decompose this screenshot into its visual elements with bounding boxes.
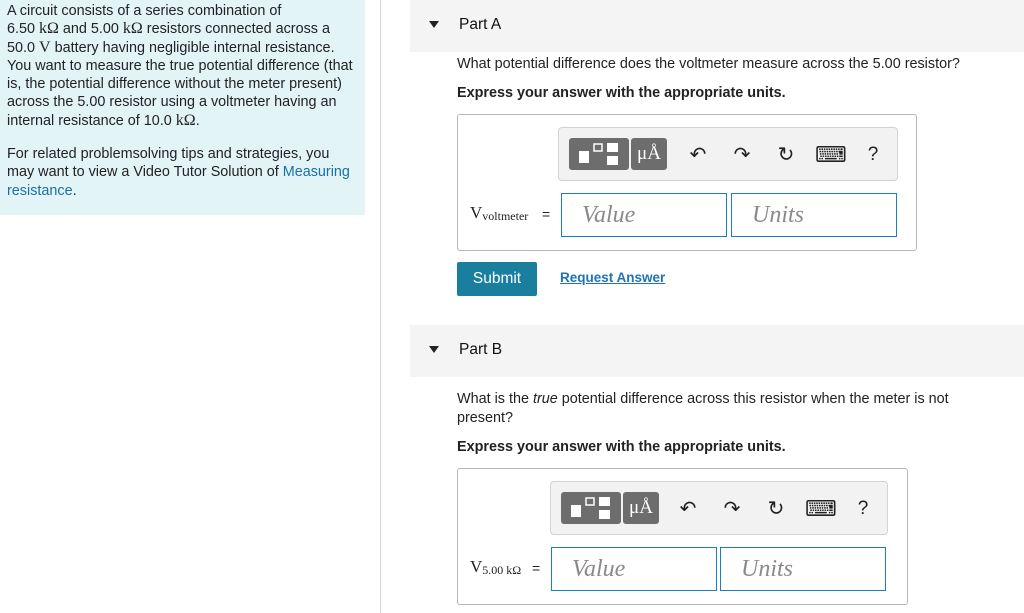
part-b-title: Part B [459,341,503,358]
part-a-units-input[interactable] [731,193,897,237]
undo-icon[interactable]: ↶ [689,144,707,166]
help-icon[interactable]: ? [867,144,879,165]
part-a-equals: = [542,206,551,222]
request-answer-link[interactable]: Request Answer [560,270,666,285]
keyboard-icon[interactable]: ⌨ [815,142,847,167]
part-b-units-input[interactable] [720,547,886,591]
part-b-variable-label: $V_{5.00 k\Omega}$ [470,557,522,577]
part-a-answer-box [457,114,917,251]
part-b-math-toolbar [550,481,888,535]
problem-tip: For related problemsolving tips and strategies, you may want to view a Video Tutor Solution of Measuring resistance. [7,146,350,199]
templates-icon [577,142,621,166]
collapse-triangle-icon[interactable] [429,21,439,28]
templates-icon [569,496,613,520]
part-a-header[interactable] [410,0,1024,52]
keyboard-icon[interactable]: ⌨ [805,496,837,521]
undo-icon[interactable]: ↶ [679,498,697,520]
part-a-value-input[interactable] [561,193,727,237]
collapse-triangle-icon[interactable] [429,346,439,353]
part-b-header[interactable] [410,325,1024,377]
units-button[interactable]: μÅ [631,138,667,170]
units-button[interactable]: μÅ [623,492,659,524]
part-b-answer-box [457,468,908,605]
reset-icon[interactable]: ↻ [767,498,785,520]
part-b-instruction: Express your answer with the appropriate units. [457,439,786,455]
redo-icon[interactable]: ↷ [733,144,751,166]
part-b-value-input[interactable] [551,547,717,591]
part-b-equals: = [532,560,541,576]
part-a-math-toolbar [558,127,898,181]
reset-icon[interactable]: ↻ [777,144,795,166]
part-b-question: What is the true potential difference across this resistor when the meter is not present? [457,391,949,426]
redo-icon[interactable]: ↷ [723,498,741,520]
part-a-instruction: Express your answer with the appropriate units. [457,85,786,101]
panel-divider [380,0,381,613]
problem-text: A circuit consists of a series combination of 6.50 kΩ and 5.00 kΩ resistors connected across a 50.0 V battery having negligible internal resistance. You want to measure the true potential difference (that is, the potential difference without the meter present) across the 5.00 resistor using a voltmeter having an internal resistance of 10.0 kΩ. [7,3,353,129]
templates-button[interactable] [561,492,621,524]
submit-button[interactable]: Submit [457,262,537,296]
templates-button[interactable] [569,138,629,170]
problem-panel [0,0,365,215]
part-a-title: Part A [459,16,502,33]
part-a-variable-label: $V_{voltmeter}$ [470,203,529,223]
help-icon[interactable]: ? [857,498,869,519]
part-a-question: What potential difference does the voltmeter measure across the 5.00 resistor? [457,56,960,72]
video-tutor-link[interactable]: Measuring resistance [7,164,350,199]
